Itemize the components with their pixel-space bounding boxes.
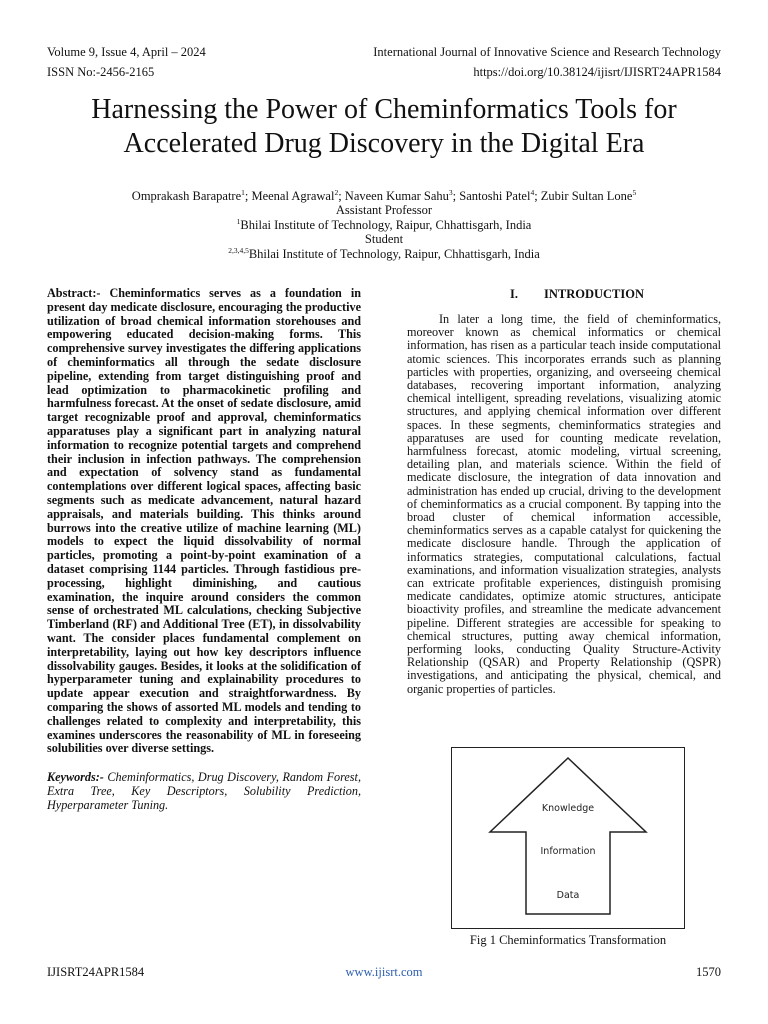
affiliation-text: Bhilai Institute of Technology, Raipur, Chhattisgarh, India bbox=[240, 218, 532, 232]
author-sup: 2 bbox=[334, 187, 339, 197]
role-assistant-professor: Assistant Professor bbox=[335, 203, 433, 217]
author-name: ; Zubir Sultan Lone bbox=[534, 189, 633, 203]
abstract: Abstract:- Cheminformatics serves as a foundation in present day medicate disclosure, encouraging the productive utilization of broad chemical information storehouses and empowering educated decision-making forms. This comprehensive survey investigates the differing applications of cheminformatics all through the sedate disclosure pipeline, extending from target distinguishing proof and lead optimization to pharmacokinetic profiling and harmfulness forecast. At the onset of sedate disclosure, amid target recognizable proof and approval, cheminformatics apparatuses play a significant part in analyzing natural information to recognize potential targets and comprehend their inclusion in infection pathways. The comprehension and expectation of solvency stand as fundamental contemplations over different logical spaces, affecting basic segments such as medicate advancement, natural hazard appraisals, and materials building. This thinks around burrows into the creative utilize of machine learning (ML) models to expect the liquid dissolvability of normal particles, promoting a point-by-point examination of a dataset comprising 1144 particles. Through fastidious pre-processing, highlight diminishing, and cautious examination, the inquire around considers the common sense of orchestrated ML calculations, checking Subjective Timberland (RF) and Additional Tree (ET), in dissolvability want. The consider places fundamental complement on interpretability, laying out how key descriptors influence dissolvability gauges. Besides, it looks at the solidification of hyperparameter tuning and explainability procedures to update appear execution and straightforwardness. By comparing the shows of assorted ML models and tending to challenges related to complexity and interpretability, this examines underscores the reasonability of ML in foreseeing solubilities over diverse settings. bbox=[47, 286, 361, 756]
keywords bbox=[47, 770, 361, 812]
paper-title bbox=[20, 93, 748, 161]
journal-name: International Journal of Innovative Science and Research Technology bbox=[373, 45, 721, 59]
section-heading bbox=[407, 287, 721, 301]
footer-website-link[interactable]: www.ijisrt.com bbox=[345, 965, 423, 979]
author-name: Omprakash Barapatre bbox=[131, 189, 242, 203]
left-column bbox=[47, 287, 361, 812]
doi-link[interactable]: https://doi.org/10.38124/ijisrt/IJISRT24APR1584 bbox=[473, 65, 721, 79]
label-data: Data bbox=[556, 890, 580, 901]
page-number: 1570 bbox=[696, 965, 721, 979]
author-name: ; Naveen Kumar Sahu bbox=[338, 189, 449, 203]
affiliation-sup: 2,3,4,5 bbox=[228, 245, 249, 255]
author-list bbox=[40, 189, 728, 204]
author-sup: 5 bbox=[632, 187, 637, 197]
affiliation-text: Bhilai Institute of Technology, Raipur, Chhattisgarh, India bbox=[248, 247, 540, 261]
figure-frame bbox=[451, 747, 685, 929]
author-name: ; Meenal Agrawal bbox=[244, 189, 335, 203]
footer-paper-id: IJISRT24APR1584 bbox=[47, 965, 145, 979]
author-sup: 1 bbox=[241, 187, 245, 197]
affiliation-2 bbox=[40, 247, 728, 262]
keywords-text: Cheminformatics, Drug Discovery, Random Forest, Extra Tree, Key Descriptors, Solubility Prediction, Hyperparameter Tuning. bbox=[47, 770, 361, 813]
keywords-label: Keywords:- bbox=[47, 770, 104, 785]
author-sup: 3 bbox=[448, 187, 453, 197]
figure-caption: Fig 1 Cheminformatics Transformation bbox=[469, 933, 667, 947]
volume-info: Volume 9, Issue 4, April – 2024 bbox=[47, 45, 206, 59]
affiliation-sup: 1 bbox=[236, 216, 241, 226]
arrow-diagram bbox=[452, 748, 684, 928]
label-information: Information bbox=[540, 846, 596, 857]
affiliation-1 bbox=[40, 218, 728, 233]
role-student: Student bbox=[364, 232, 404, 246]
label-knowledge: Knowledge bbox=[541, 803, 595, 814]
author-sup: 4 bbox=[530, 187, 535, 197]
title-line-2: Accelerated Drug Discovery in the Digital Era bbox=[123, 128, 645, 159]
right-column bbox=[407, 287, 721, 696]
section-number: I. bbox=[509, 287, 518, 301]
introduction-body: In later a long time, the field of cheminformatics, moreover known as chemical informatics or chemical information, has risen as a particular teach inside computational atomic sciences. This incorporates errands such as planning particles with properties, organizing, and overseeing chemical databases, recovering important information, analyzing chemical intelligent, spreading revelations, visualizing atomic structures, and applying chemical information over different spaces. In these segments, cheminformatics strategies and apparatuses are used for counting medicate revelation, harmfulness forecast, atomic modeling, virtual screening, detailing plan, and materials science. Within the field of medicate disclosure, the integration of data innovation and administration has ended up crucial, driving to the development of cheminformatics as a crucial component. By tapping into the broad cluster of chemical information accessible, cheminformatics serves as a capable catalyst for quickening the medicate disclosure handle. Through the application of informatics strategies, computational calculations, factual examinations, and information visualization strategies, analysts can extricate profitable experiences, distinguish promising medicate candidates, optimize atomic structures, anticipate bioactivity profiles, and streamline the medicate advancement pipeline. Different strategies are accessible for speaking to chemical structures, putting away chemical information, performing looks, conducting Quality Structure-Activity Relationship (QSAR) and Property Relationship (QSPR) investigations, and anticipating the physical, chemical, and organic properties of particles. bbox=[407, 312, 721, 696]
title-line-1: Harnessing the Power of Cheminformatics Tools for bbox=[91, 94, 677, 125]
issn: ISSN No:-2456-2165 bbox=[47, 65, 155, 79]
author-name: ; Santoshi Patel bbox=[452, 189, 531, 203]
section-title: INTRODUCTION bbox=[543, 287, 644, 301]
